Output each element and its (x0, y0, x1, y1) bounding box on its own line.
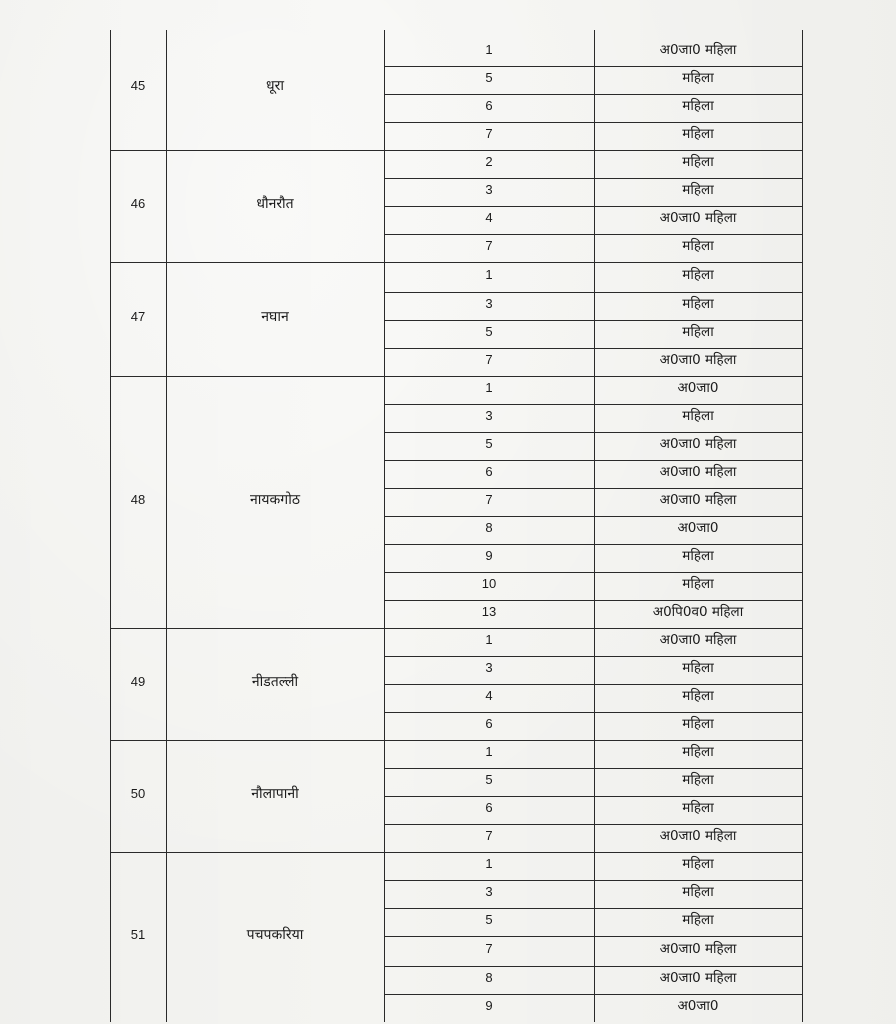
group-separator (110, 150, 802, 151)
reservation-category: महिला (682, 576, 714, 592)
reservation-category: अ0जा0 महिला (659, 828, 737, 844)
reservation-category: महिला (682, 408, 714, 424)
row-separator (384, 206, 802, 207)
ward-number: 7 (485, 492, 493, 507)
reservation-category: महिला (682, 772, 714, 788)
ward-number: 7 (485, 126, 493, 141)
group-separator (110, 628, 802, 629)
row-separator (384, 460, 802, 461)
reservation-category: महिला (682, 126, 714, 142)
reservation-category: अ0जा0 महिला (659, 464, 737, 480)
ward-number: 1 (485, 42, 493, 57)
group-separator (110, 852, 802, 853)
reservation-category: अ0जा0 महिला (659, 42, 737, 58)
reservation-category: अ0जा0 महिला (659, 941, 737, 957)
reservation-category: महिला (682, 70, 714, 86)
row-separator (384, 684, 802, 685)
ward-number: 5 (485, 70, 493, 85)
reservation-category: अ0जा0 महिला (659, 352, 737, 368)
reservation-category: अ0जा0 महिला (659, 970, 737, 986)
gram-panchayat-name: नीडतल्ली (251, 674, 299, 690)
ward-number: 9 (485, 998, 493, 1013)
ward-number: 6 (485, 716, 493, 731)
reservation-category: महिला (682, 154, 714, 170)
ward-number: 8 (485, 520, 493, 535)
ward-number: 13 (481, 604, 497, 619)
gram-panchayat-name: धौनरौत (256, 196, 294, 212)
ward-number: 5 (485, 324, 493, 339)
reservation-category: महिला (682, 800, 714, 816)
ward-number: 5 (485, 912, 493, 927)
reservation-category: अ0जा0 (677, 520, 719, 536)
row-separator (384, 796, 802, 797)
ward-number: 4 (485, 210, 493, 225)
row-separator (384, 880, 802, 881)
ward-number: 4 (485, 688, 493, 703)
reservation-category: महिला (682, 267, 714, 283)
row-separator (384, 122, 802, 123)
reservation-category: महिला (682, 912, 714, 928)
row-separator (384, 572, 802, 573)
ward-number: 3 (485, 660, 493, 675)
reservation-category: महिला (682, 238, 714, 254)
gram-panchayat-name: नायकगोठ (250, 492, 300, 508)
serial-number: 51 (130, 927, 146, 942)
serial-number: 50 (130, 786, 146, 801)
row-separator (384, 432, 802, 433)
ward-number: 7 (485, 352, 493, 367)
reservation-category: अ0जा0 (677, 998, 719, 1014)
row-separator (384, 966, 802, 967)
reservation-category: महिला (682, 98, 714, 114)
group-separator (110, 376, 802, 377)
ward-number: 3 (485, 296, 493, 311)
reservation-category: अ0जा0 महिला (659, 492, 737, 508)
ward-number: 7 (485, 828, 493, 843)
gram-panchayat-name: नघान (261, 309, 289, 325)
reservation-category: अ0जा0 महिला (659, 632, 737, 648)
row-separator (384, 768, 802, 769)
row-separator (384, 908, 802, 909)
serial-number: 48 (130, 492, 146, 507)
row-separator (384, 824, 802, 825)
ward-number: 3 (485, 884, 493, 899)
row-separator (384, 348, 802, 349)
row-separator (384, 292, 802, 293)
reservation-category: महिला (682, 182, 714, 198)
serial-number: 45 (130, 78, 146, 93)
ward-number: 5 (485, 772, 493, 787)
ward-number: 2 (485, 154, 493, 169)
group-separator (110, 262, 802, 263)
gram-panchayat-name: नौलापानी (251, 786, 299, 802)
ward-number: 6 (485, 464, 493, 479)
reservation-category: महिला (682, 548, 714, 564)
reservation-category: महिला (682, 744, 714, 760)
reservation-category: महिला (682, 884, 714, 900)
serial-number: 46 (130, 196, 146, 211)
row-separator (384, 320, 802, 321)
row-separator (384, 488, 802, 489)
serial-number: 47 (130, 309, 146, 324)
ward-number: 1 (485, 632, 493, 647)
ward-number: 1 (485, 267, 493, 282)
table-border-left (110, 30, 111, 1022)
gram-panchayat-name: पचपकरिया (246, 927, 304, 943)
reservation-category: महिला (682, 660, 714, 676)
row-separator (384, 544, 802, 545)
row-separator (384, 600, 802, 601)
reservation-category: महिला (682, 296, 714, 312)
ward-number: 5 (485, 436, 493, 451)
row-separator (384, 94, 802, 95)
table-border-right (802, 30, 803, 1022)
row-separator (384, 66, 802, 67)
reservation-category: अ0जा0 महिला (659, 210, 737, 226)
ward-number: 8 (485, 970, 493, 985)
row-separator (384, 712, 802, 713)
ward-number: 1 (485, 380, 493, 395)
row-separator (384, 404, 802, 405)
row-separator (384, 234, 802, 235)
row-separator (384, 178, 802, 179)
reservation-category: महिला (682, 716, 714, 732)
ward-number: 3 (485, 182, 493, 197)
ward-number: 10 (481, 576, 497, 591)
reservation-category: महिला (682, 324, 714, 340)
reservation-category: अ0जा0 महिला (659, 436, 737, 452)
ward-number: 3 (485, 408, 493, 423)
row-separator (384, 994, 802, 995)
ward-number: 6 (485, 800, 493, 815)
ward-number: 9 (485, 548, 493, 563)
serial-number: 49 (130, 674, 146, 689)
row-separator (384, 516, 802, 517)
reservation-category: अ0जा0 (677, 380, 719, 396)
ward-number: 6 (485, 98, 493, 113)
column-rule-serial (166, 30, 167, 1022)
ward-number: 7 (485, 238, 493, 253)
gram-panchayat-name: धूरा (266, 78, 284, 94)
row-separator (384, 656, 802, 657)
row-separator (384, 936, 802, 937)
group-separator (110, 740, 802, 741)
reservation-category: अ0पि0व0 महिला (652, 604, 744, 620)
reservation-category: महिला (682, 688, 714, 704)
ward-number: 1 (485, 744, 493, 759)
reservation-category: महिला (682, 856, 714, 872)
ward-number: 7 (485, 941, 493, 956)
ward-number: 1 (485, 856, 493, 871)
